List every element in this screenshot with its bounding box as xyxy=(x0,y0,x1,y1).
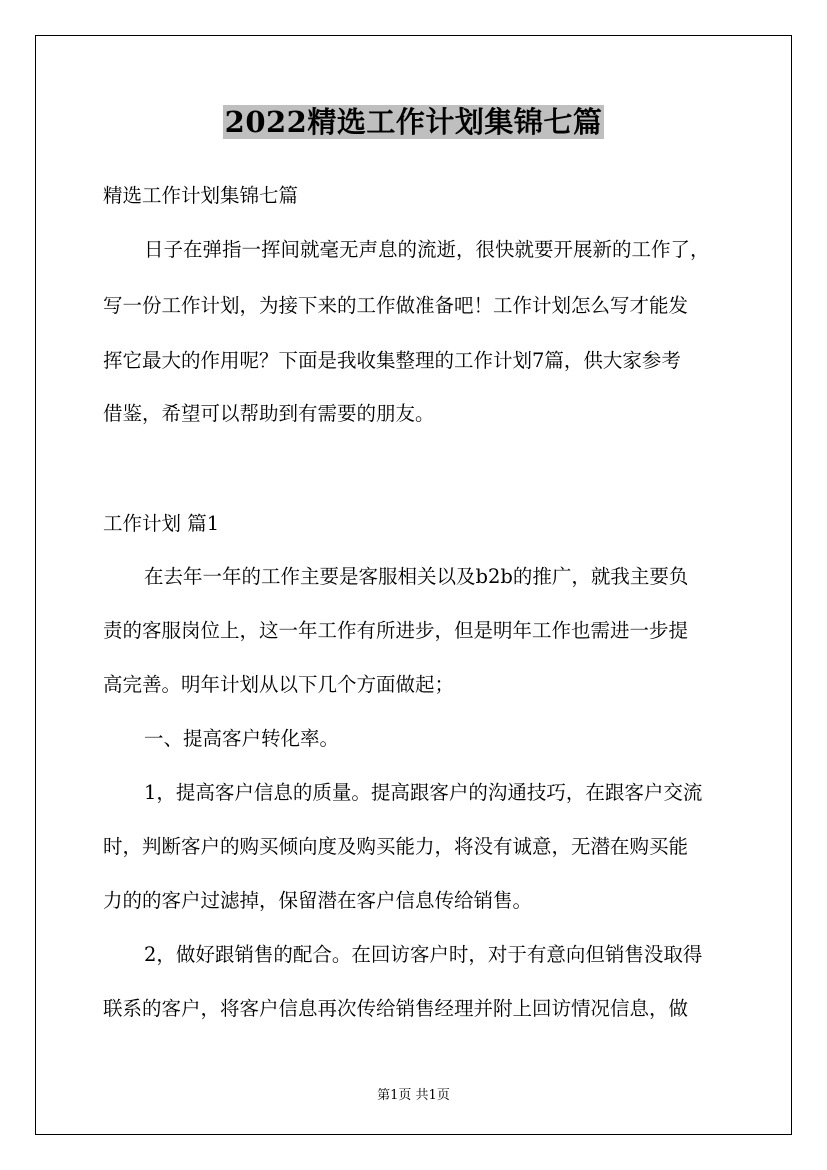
section-line: 一、提高客户转化率。 xyxy=(144,727,340,750)
intro-line: 日子在弹指一挥间就毫无声息的流逝，很快就要开展新的工作了， xyxy=(144,238,710,261)
section-line: 2，做好跟销售的配合。在回访客户时，对于有意向但销售没取得 xyxy=(144,943,703,966)
intro-line: 借鉴，希望可以帮助到有需要的朋友。 xyxy=(103,402,435,425)
page-number-label: 第1页 共1页 xyxy=(377,1088,450,1103)
section-line: 高完善。明年计划从以下几个方面做起； xyxy=(103,673,455,696)
section-line: 时，判断客户的购买倾向度及购买能力，将没有诚意，无潜在购买能 xyxy=(103,835,689,858)
section-line: 责的客服岗位上，这一年工作有所进步，但是明年工作也需进一步提 xyxy=(103,619,689,642)
section-line: 1，提高客户信息的质量。提高跟客户的沟通技巧，在跟客户交流 xyxy=(144,781,703,804)
section-line: 在去年一年的工作主要是客服相关以及b2b的推广，就我主要负 xyxy=(144,565,689,588)
document-title xyxy=(0,103,827,141)
intro-line: 写一份工作计划，为接下来的工作做准备吧！工作计划怎么写才能发 xyxy=(103,294,689,317)
section-line: 力的的客户过滤掉，保留潜在客户信息传给销售。 xyxy=(103,889,533,912)
section-line: 联系的客户，将客户信息再次传给销售经理并附上回访情况信息，做 xyxy=(103,997,689,1020)
intro-line: 挥它最大的作用呢？下面是我收集整理的工作计划7篇，供大家参考 xyxy=(103,349,681,372)
section-heading: 工作计划 篇1 xyxy=(103,512,220,535)
subtitle: 精选工作计划集锦七篇 xyxy=(103,184,299,207)
page-footer xyxy=(0,1084,827,1103)
document-title-text: 2022精选工作计划集锦七篇 xyxy=(224,105,603,139)
